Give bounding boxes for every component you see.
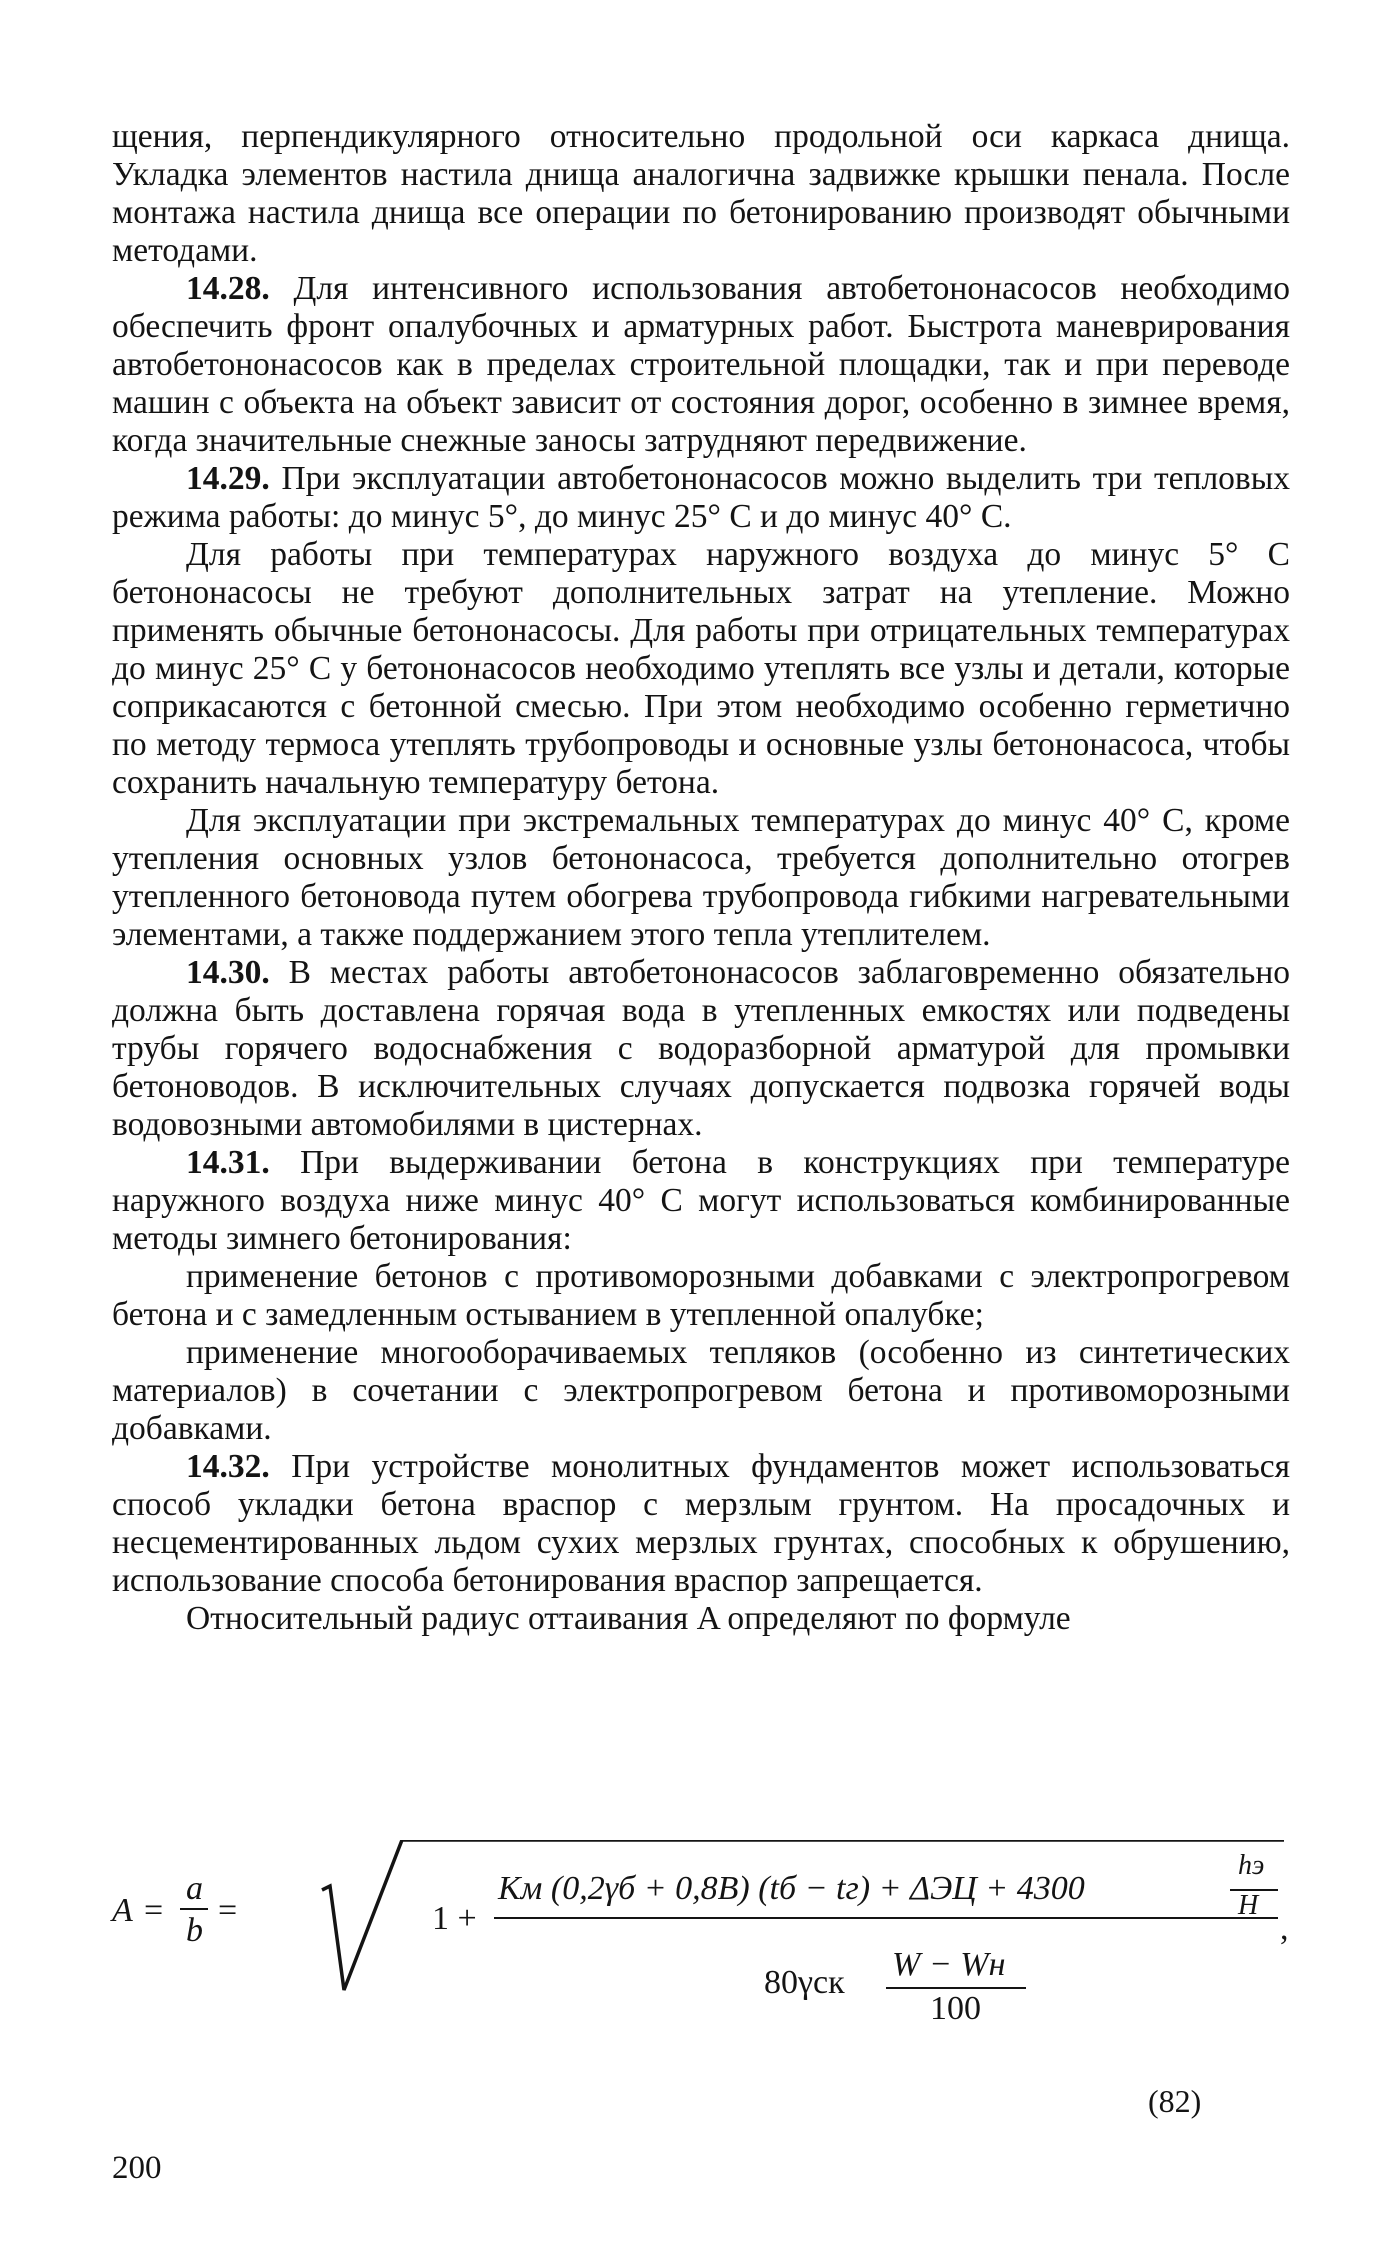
- page-text: [112, 118, 1290, 1638]
- para-num: 14.31.: [186, 1144, 270, 1181]
- paragraph-1: [112, 118, 1290, 270]
- para-text: щения, перпендикулярного относительно продольной оси каркаса днища. Укладка элементов настила днища аналогична задвижке крышки пенала. После монтажа настила днища все операции по бетонированию производят обычными методами.: [112, 118, 1290, 269]
- formula-w-den: 100: [930, 1990, 981, 2027]
- para-text: В местах работы автобетононасосов заблаговременно обязательно должна быть доставлена горячая вода в утепленных емкостях или подведены трубы горячего водоснабжения с водоразборной арматурой для промывки бетоноводов. В исключительных случаях допускается подвозка горячей воды водовозными автомобилями в цистернах.: [112, 954, 1290, 1143]
- formula-eq1: =: [144, 1892, 164, 1929]
- para-text: Для эксплуатации при экстремальных температурах до минус 40° С, кроме утепления основных узлов бетононасоса, требуется дополнительно отогрев утепленного бетоновода путем обогрева трубопровода гибкими нагревательными элементами, а также поддержанием этого тепла утеплителем.: [112, 802, 1290, 953]
- para-text: применение многооборачиваемых тепляков (особенно из синтетических материалов) в сочетании с электропрогревом бетона и противоморозными добавками.: [112, 1334, 1290, 1447]
- para-text: При выдерживании бетона в конструкциях при температуре наружного воздуха ниже минус 40° С могут использоваться комбинированные методы зимнего бетонирования:: [112, 1144, 1290, 1257]
- formula-eq2: =: [218, 1892, 238, 1929]
- equation-number: (82): [1148, 2083, 1202, 2119]
- para-text: применение бетонов с противоморозными добавками с электропрогревом бетона и с замедленным остыванием в утепленной опалубке;: [112, 1258, 1290, 1333]
- formula-h-num: hэ: [1238, 1850, 1265, 1881]
- para-num: 14.32.: [186, 1448, 270, 1485]
- formula-w-num: W − Wн: [892, 1946, 1006, 1983]
- para-text: При устройстве монолитных фундаментов может использоваться способ укладки бетона враспор с мерзлым грунтом. На просадочных и несцементированных льдом сухих мерзлых грунтах, способных к обрушению, использование способа бетонирования враспор запрещается.: [112, 1448, 1290, 1599]
- paragraph-minus-40: [112, 802, 1290, 954]
- formula-A: A: [112, 1892, 133, 1929]
- formula-b: b: [186, 1912, 203, 1949]
- para-num: 14.30.: [186, 954, 270, 991]
- para-num: 14.28.: [186, 270, 270, 307]
- formula-one-plus: 1 +: [432, 1900, 477, 1937]
- para-text: Относительный радиус оттаивания A определяют по формуле: [186, 1600, 1071, 1637]
- paragraph-minus-5: [112, 536, 1290, 802]
- paragraph-14-28: [112, 270, 1290, 460]
- para-text: Для интенсивного использования автобетононасосов необходимо обеспечить фронт опалубочных и арматурных работ. Быстрота маневрирования автобетононасосов как в пределах строительной площадки, так и при переводе машин с объекта на объект зависит от состояния дорог, особенно в зимнее время, когда значительные снежные заносы затрудняют передвижение.: [112, 270, 1290, 459]
- formula-82: [112, 1840, 1290, 2040]
- para-text: При эксплуатации автобетононасосов можно выделить три тепловых режима работы: до минус 5°, до минус 25° С и до минус 40° С.: [112, 460, 1290, 535]
- paragraph-14-31: [112, 1144, 1290, 1258]
- page-number: 200: [112, 2150, 162, 2186]
- paragraph-14-30: [112, 954, 1290, 1144]
- paragraph-list-1: [112, 1258, 1290, 1334]
- formula-a: a: [186, 1870, 203, 1907]
- para-text: Для работы при температурах наружного воздуха до минус 5° С бетононасосы не требуют дополнительных затрат на утепление. Можно применять обычные бетононасосы. Для работы при отрицательных температурах до минус 25° С у бетононасосов необходимо утеплять все узлы и детали, которые соприкасаются с бетонной смесью. При этом необходимо особенно герметично по методу термоса утеплять трубопроводы и основные узлы бетононасоса, чтобы сохранить начальную температуру бетона.: [112, 536, 1290, 801]
- para-num: 14.29.: [186, 460, 270, 497]
- formula-den-coef: 80γск: [764, 1964, 845, 2001]
- paragraph-14-32: [112, 1448, 1290, 1600]
- paragraph-list-2: [112, 1334, 1290, 1448]
- formula-comma: ,: [1280, 1910, 1289, 1947]
- formula-numerator: Kм (0,2γб + 0,8B) (tб − tг) + ΔЭЦ + 4300: [498, 1870, 1085, 1907]
- paragraph-formula-intro: [112, 1600, 1290, 1638]
- formula-h-den: H: [1238, 1890, 1259, 1921]
- paragraph-14-29: [112, 460, 1290, 536]
